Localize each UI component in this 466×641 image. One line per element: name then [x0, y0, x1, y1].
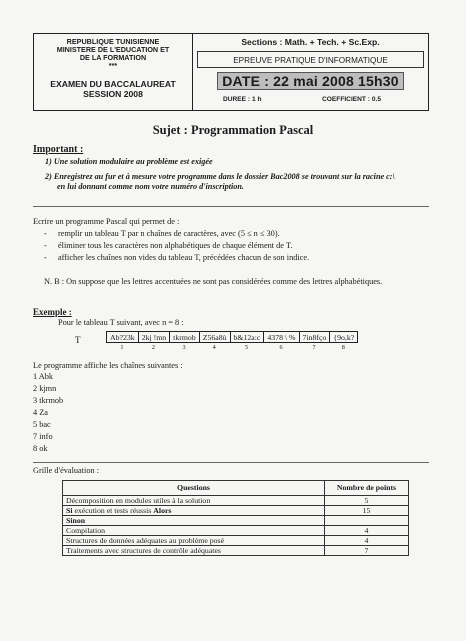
- points-cell: 7: [325, 546, 409, 556]
- statement-intro: Ecrire un programme Pascal qui permet de :: [33, 217, 180, 226]
- epreuve-title: EPREUVE PRATIQUE D'INFORMATIQUE: [197, 51, 424, 68]
- output-line: 2 kjmn: [33, 384, 57, 393]
- sections-text: Sections : Math. + Tech. + Sc.Exp.: [241, 37, 380, 47]
- array-cell: Ab?23k: [106, 331, 139, 343]
- output-line: 8 ok: [33, 444, 48, 453]
- important-note: 2) Enregistrez au fur et à mesure votre programme dans le dossier Bac2008 se trouvant sur la racine c:\ en lui donnant comme nom votre numéro d'inscription.: [45, 172, 395, 191]
- exam-info-block: [193, 34, 428, 110]
- coefficient-text: COEFFICIENT : 0.5: [322, 96, 381, 103]
- array-cell: tkrmob: [169, 331, 200, 343]
- array-index: 2: [151, 344, 156, 351]
- divider: [33, 206, 429, 207]
- array-cell: Z56a8ù: [199, 331, 231, 343]
- question-cell: Si exécution et tests réussis Alors: [63, 506, 325, 516]
- duration-text: DUREE : 1 h: [223, 96, 262, 103]
- output-line: 7 info: [33, 432, 53, 441]
- ministry-line: ***: [108, 61, 118, 70]
- table-row: [63, 506, 409, 516]
- result-intro: Le programme affiche les chaînes suivantes :: [33, 361, 183, 370]
- output-line: 4 Za: [33, 408, 48, 417]
- exam-line: EXAMEN DU BACCALAUREAT: [50, 79, 176, 89]
- example-intro: Pour le tableau T suivant, avec n = 8 :: [58, 318, 184, 327]
- date-banner: DATE : 22 mai 2008 15h30: [217, 72, 404, 90]
- points-cell: 4: [325, 536, 409, 546]
- ministry-line: REPUBLIQUE TUNISIENNE: [66, 37, 160, 46]
- points-cell: [325, 516, 409, 526]
- example-heading: Exemple :: [33, 307, 72, 317]
- table-row: [63, 536, 409, 546]
- nb-note: N. B : On suppose que les lettres accentuées ne sont pas considérées comme des lettres alphabétiques.: [44, 277, 383, 286]
- table-header-row: [63, 481, 409, 496]
- exam-header: [33, 33, 429, 111]
- table-row: [63, 496, 409, 506]
- subject-title: [0, 123, 466, 138]
- array-index: 8: [341, 344, 345, 351]
- array-index: 1: [120, 344, 124, 351]
- grading-table: [62, 480, 409, 556]
- question-cell: Structures de données adéquates au problème posé: [63, 536, 325, 546]
- question-cell: Sinon: [63, 516, 325, 526]
- table-row: [63, 526, 409, 536]
- important-heading: Important :: [33, 144, 84, 155]
- ministry-line: MINISTERE DE L'EDUCATION ET: [56, 45, 170, 54]
- array-cell: b&12a:c: [230, 331, 265, 343]
- array-cell: 4378 \ %: [263, 331, 299, 343]
- table-row: [63, 516, 409, 526]
- array-cell: 2kj !mn: [138, 331, 170, 343]
- grading-heading: Grille d'évaluation :: [33, 466, 100, 475]
- array-index: 7: [312, 344, 316, 351]
- subject-prefix: Sujet :: [152, 123, 191, 137]
- points-cell: 5: [325, 496, 409, 506]
- array-index: 4: [212, 344, 216, 351]
- points-cell: 4: [325, 526, 409, 536]
- array-index: 3: [182, 344, 186, 351]
- question-cell: Décomposition en modules utiles à la solution: [63, 496, 325, 506]
- exam-line: SESSION 2008: [83, 88, 143, 99]
- question-cell: Traitements avec structures de contrôle adéquates: [63, 546, 325, 556]
- institution-block: [34, 34, 193, 110]
- important-note: 1) Une solution modulaire au problème est exigée: [45, 157, 213, 166]
- example-array: [107, 331, 358, 343]
- points-header: Nombre de points: [325, 481, 409, 496]
- subject-name: Programmation Pascal: [190, 123, 314, 137]
- table-label: T: [75, 335, 81, 345]
- array-index: 5: [244, 344, 249, 351]
- points-cell: 15: [325, 506, 409, 516]
- output-line: 1 Abk: [33, 372, 54, 381]
- questions-header: Questions: [63, 481, 325, 496]
- question-cell: Compilation: [63, 526, 325, 536]
- output-line: 3 tkrmob: [33, 396, 64, 405]
- array-cell: 7in8fço: [299, 331, 331, 343]
- table-row: [63, 546, 409, 556]
- array-index: 6: [279, 344, 283, 351]
- divider: [33, 462, 429, 463]
- ministry-line: DE LA FORMATION: [79, 53, 147, 62]
- array-cell: {9o,k?: [329, 331, 358, 343]
- output-line: 5 bac: [33, 420, 51, 429]
